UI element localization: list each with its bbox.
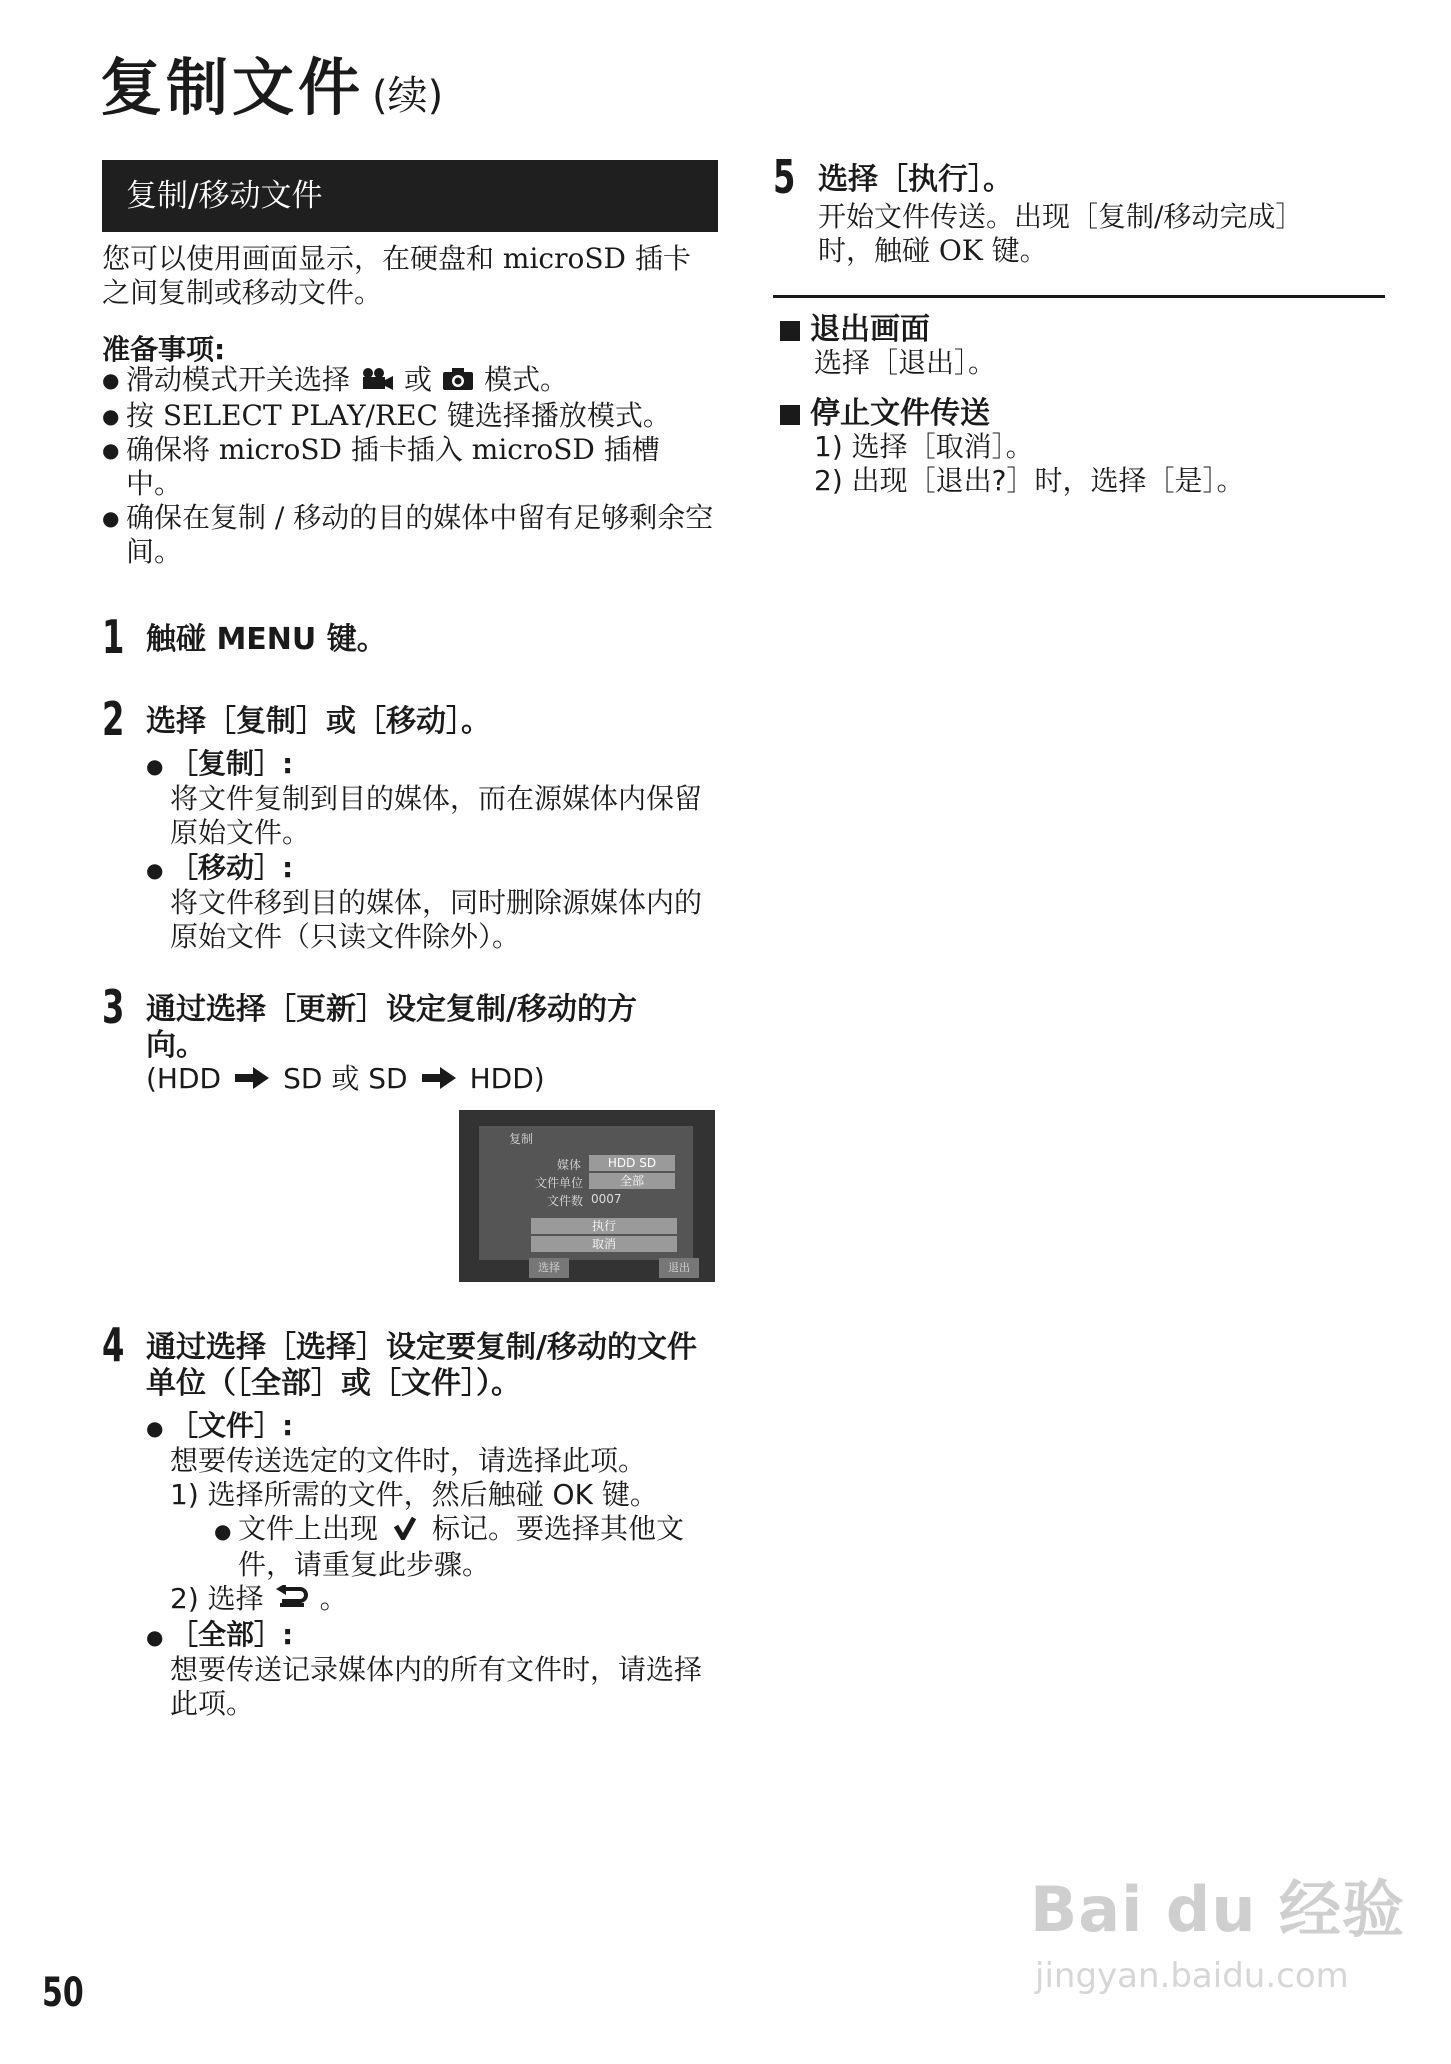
- stop-transfer-title: 停止文件传送: [780, 396, 990, 432]
- option-all-text: 想要传送记录媒体内的所有文件时，请选择此项。: [170, 1652, 703, 1720]
- cancel-button[interactable]: 取消: [531, 1236, 677, 1252]
- exit-screen-title: 退出画面: [780, 312, 930, 348]
- watermark-url: jingyan.baidu.com: [1035, 1956, 1349, 1996]
- preparation-title: 准备事项:: [102, 333, 226, 366]
- section-header: 复制/移动文件: [102, 160, 718, 232]
- option-file-text: 想要传送选定的文件时，请选择此项。: [170, 1444, 647, 1477]
- divider: [773, 295, 1385, 298]
- count-value: 0007: [591, 1192, 622, 1206]
- page-title-text: 复制文件: [100, 51, 365, 124]
- file-substep-1: 1) 选择所需的文件，然后触碰 OK 键。: [170, 1478, 658, 1511]
- watermark-logo: Bai du 经验: [1030, 1873, 1406, 1946]
- right-arrow-icon: [422, 1063, 456, 1097]
- copy-menu-screen: [459, 1110, 715, 1282]
- unit-value[interactable]: 全部: [589, 1173, 675, 1189]
- square-bullet-icon: [780, 405, 800, 425]
- step-2-details: [146, 746, 716, 954]
- right-arrow-icon: [235, 1063, 269, 1097]
- file-substep-1-note: ● 文件上出现 标记。要选择其他文件，请重复此步骤。: [214, 1512, 716, 1582]
- step-1-text: 触碰 MENU 键。: [146, 622, 387, 657]
- page-number: 50: [42, 1970, 84, 2016]
- step-5-number: 5: [773, 150, 796, 204]
- step-5-body: 开始文件传送。出现［复制/移动完成］时，触碰 OK 键。: [818, 200, 1304, 267]
- preparation-item: ● 确保将 microSD 插卡插入 microSD 插槽中。: [102, 433, 714, 501]
- preparation-item: ● 确保在复制 / 移动的目的媒体中留有足够剩余空间。: [102, 501, 714, 569]
- still-camera-icon: [442, 365, 474, 399]
- step-3-number: 3: [102, 980, 125, 1034]
- execute-button[interactable]: 执行: [531, 1218, 677, 1234]
- count-label: 文件数: [547, 1194, 584, 1208]
- step-3-direction: (HDD SD 或 SD HDD): [146, 1062, 545, 1095]
- media-label: 媒体: [557, 1158, 582, 1172]
- unit-label: 文件单位: [535, 1176, 584, 1190]
- intro-paragraph: 您可以使用画面显示，在硬盘和 microSD 插卡之间复制或移动文件。: [102, 242, 691, 309]
- preparation-item: ● 滑动模式开关选择 或 模式。: [102, 363, 714, 399]
- media-value[interactable]: HDD SD: [589, 1155, 675, 1171]
- step-4-details: [146, 1408, 716, 1721]
- square-bullet-icon: [780, 321, 800, 341]
- page-title-subtitle: (续): [372, 73, 444, 119]
- video-camera-icon: [360, 365, 394, 399]
- option-move-title: ● ［移动］:: [146, 850, 716, 886]
- file-substep-2: 2) 选择 。: [170, 1581, 348, 1615]
- option-copy-text: 将文件复制到目的媒体，而在源媒体内保留原始文件。: [170, 782, 703, 849]
- exit-screen-text: 选择［退出］。: [814, 346, 997, 379]
- copy-menu-panel: [479, 1126, 693, 1260]
- step-2-number: 2: [102, 692, 125, 746]
- return-icon: [276, 1583, 308, 1617]
- step-3-text: 通过选择［更新］设定复制/移动的方向。: [146, 992, 637, 1063]
- option-copy-title: ● ［复制］:: [146, 746, 716, 782]
- option-all-title: ● ［全部］:: [146, 1617, 716, 1653]
- option-move-text: 将文件移到目的媒体，同时删除源媒体内的原始文件（只读文件除外）。: [170, 886, 703, 953]
- stop-transfer-step-1: 1) 选择［取消］。: [814, 430, 1034, 463]
- step-4-number: 4: [102, 1318, 125, 1372]
- stop-transfer-step-2: 2) 出现［退出?］时，选择［是］。: [814, 464, 1245, 497]
- step-4-text: 通过选择［选择］设定要复制/移动的文件单位（［全部］或［文件］）。: [146, 1330, 697, 1401]
- step-1-number: 1: [102, 610, 125, 664]
- preparation-item: ● 按 SELECT PLAY/REC 键选择播放模式。: [102, 399, 714, 433]
- option-file-title: ● ［文件］:: [146, 1408, 716, 1444]
- page-title: [100, 38, 443, 127]
- exit-button[interactable]: 退出: [659, 1258, 699, 1278]
- check-mark-icon: [394, 1514, 416, 1548]
- select-button[interactable]: 选择: [529, 1258, 569, 1278]
- preparation-list: [102, 363, 714, 569]
- screen-title: 复制: [509, 1132, 534, 1146]
- step-2-text: 选择［复制］或［移动］。: [146, 704, 491, 739]
- step-5-text: 选择［执行］。: [818, 162, 1013, 197]
